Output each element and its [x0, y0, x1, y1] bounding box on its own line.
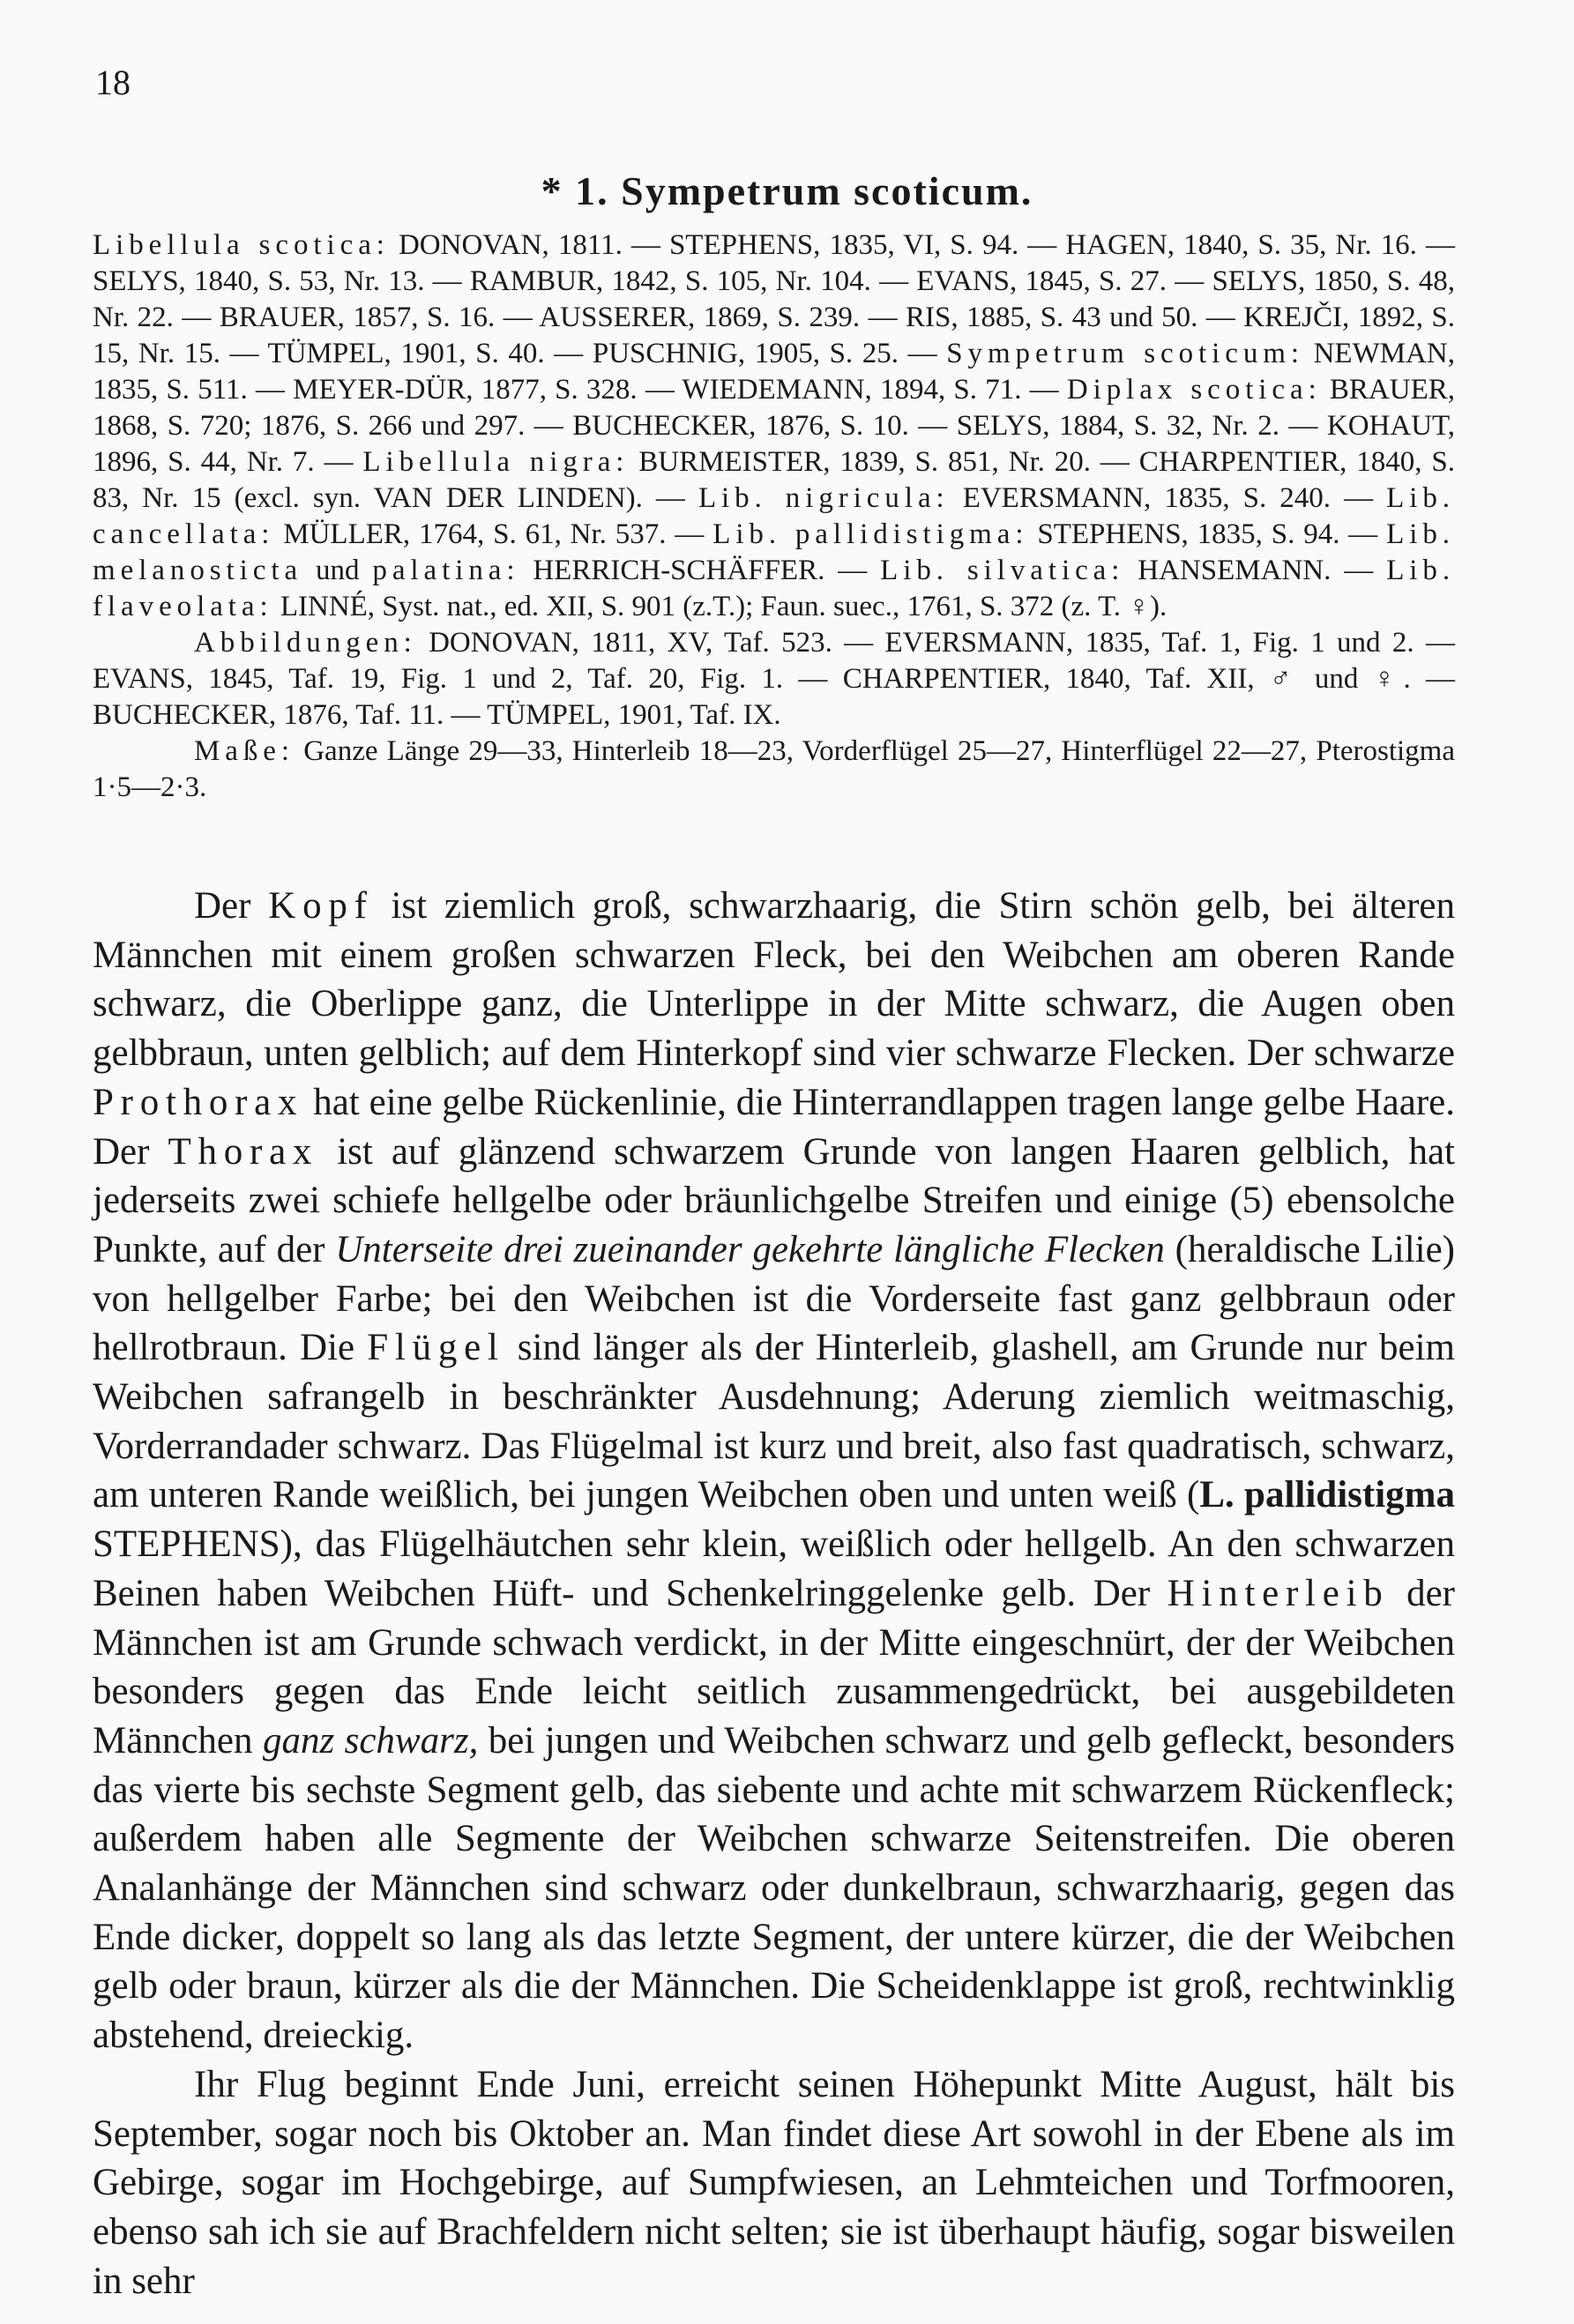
spaced-term: Prothorax: [93, 1081, 304, 1123]
spaced-term: Thorax: [168, 1130, 319, 1173]
spaced-term: Libellula scotica:: [93, 229, 390, 261]
text-run: der Männchen ist am Grunde schwach verdickt, in der Mitte eingeschnürt, der der Weibchen besonders gegen das Ende leicht seitlich zusammengedrückt, bei ausgebildeten Männchen: [93, 1572, 1455, 1762]
spaced-term: Kopf: [268, 885, 374, 927]
spaced-term: Maße:: [194, 735, 295, 767]
text-run: BRAUER, 1868, S. 720; 1876, S. 266 und 297. — BUCHECKER, 1876, S. 10. — SELYS, 1884, S. 32, Nr. 2. — KOHAUT, 1896, S. 44, Nr. 7. —: [93, 374, 1455, 478]
spaced-term: Lib. melanosticta: [93, 518, 1455, 586]
spaced-term: Abbildungen:: [194, 627, 417, 659]
text-run: EVERSMANN, 1835, S. 240. —: [949, 482, 1387, 514]
text-run: ist ziemlich groß, schwarzhaarig, die Stirn schön gelb, bei älteren Männchen mit einem großen schwarzen Fleck, bei den Weibchen am oberen Rande schwarz, die Oberlippe ganz, die Unterlippe in der Mitte schwarz, die Augen oben gelbbraun, unten gelblich; auf dem Hinterkopf sind vier schwarze Flecken. Der schwarze: [93, 885, 1455, 1075]
text-run: ist auf glänzend schwarzem Grunde von langen Haaren gelblich, hat jederseits zwei schiefe hellgelbe oder bräunlichgelbe Streifen und einige (5) ebensolche Punkte, auf der: [93, 1130, 1455, 1270]
text-run: NEWMAN, 1835, S. 511. — MEYER-DÜR, 1877, S. 328. — WIEDEMANN, 1894, S. 71. —: [93, 338, 1455, 406]
text-run: HERRICH-SCHÄFFER. —: [519, 555, 881, 586]
spaced-term: Lib. silvatica:: [880, 555, 1125, 586]
text-run: LINNÉ, Syst. nat., ed. XII, S. 901 (z.T.); Faun. suec., 1761, S. 372 (z. T. ♀).: [272, 591, 1167, 622]
measurements: [93, 734, 1455, 806]
page-number: 18: [95, 63, 131, 102]
text-run: MÜLLER, 1764, S. 61, Nr. 537. —: [274, 518, 713, 550]
text-run: hat eine gelbe Rückenlinie, die Hinterrandlappen tragen lange gelbe Haare. Der: [93, 1081, 1455, 1173]
text-run: Ganze Länge 29—33, Hinterleib 18—23, Vorderflügel 25—27, Hinterflügel 22—27, Pterostigma 1·5—2·3.: [93, 735, 1455, 803]
text-run: STEPHENS), das Flügelhäutchen sehr klein, weißlich oder hellgelb. An den schwarzen Beinen haben Weibchen Hüft- und Schenkelringgelenke gelb. Der: [93, 1523, 1455, 1614]
spaced-term: Lib. pallidistigma:: [712, 518, 1029, 550]
synonymy-block: [93, 227, 1455, 806]
description-paragraph: [93, 882, 1455, 2060]
habitat-paragraph: [93, 2060, 1455, 2306]
spaced-term: Hinterleib: [1167, 1572, 1390, 1614]
italic-phrase: Unterseite drei zueinander gekehrte längliche Flecken: [335, 1228, 1165, 1270]
text-run: (heraldische Lilie) von hellgelber Farbe; bei den Weibchen ist die Vorderseite fast ganz gelbbraun oder hellrotbraun. Die: [93, 1228, 1456, 1369]
text-run: HANSEMANN. —: [1124, 555, 1387, 586]
spaced-term: Lib. cancellata:: [93, 482, 1455, 550]
spaced-term: palatina:: [372, 555, 520, 586]
spaced-term: Lib. flaveolata:: [93, 555, 1456, 622]
text-run: Ihr Flug beginnt Ende Juni, erreicht seinen Höhepunkt Mitte August, hält bis September, sogar noch bis Oktober an. Man findet diese Art sowohl in der Ebene als im Gebirge, sogar im Hochgebirge, auf Sumpfwiesen, an Lehmteichen und Torfmooren, ebenso sah ich sie auf Brachfeldern nicht selten; sie ist überhaupt häufig, sogar bisweilen in sehr: [93, 2063, 1455, 2302]
spaced-term: Lib. nigricula:: [697, 482, 950, 514]
species-heading: * 1. Sympetrum scoticum.: [541, 168, 1033, 213]
text-run: bei jungen und Weibchen schwarz und gelb gefleckt, besonders das vierte bis sechste Segment gelb, das siebente und achte mit schwarzem Rückenfleck; außerdem haben alle Segmente der Weibchen schwarze Seitenstreifen. Die oberen Analanhänge der Männchen sind schwarz oder dunkelbraun, schwarzhaarig, gegen das Ende dicker, doppelt so lang als das letzte Segment, der untere kürzer, die der Weibchen gelb oder braun, kürzer als die der Männchen. Die Scheidenklappe ist groß, rechtwinklig abstehend, dreieckig.: [93, 1719, 1455, 2057]
synonym-list: [93, 227, 1455, 625]
text-run: Der: [194, 885, 269, 927]
spaced-term: Flügel: [367, 1327, 505, 1369]
italic-phrase: ganz schwarz,: [262, 1719, 479, 1762]
text-run: DONOVAN, 1811, XV, Taf. 523. — EVERSMANN, 1835, Taf. 1, Fig. 1 und 2. — EVANS, 1845, Taf. 19, Fig. 1 und 2, Taf. 20, Fig. 1. — CHARPENTIER, 1840, Taf. XII, ♂ und ♀. — BUCHECKER, 1876, Taf. 11. — TÜMPEL, 1901, Taf. IX.: [93, 627, 1455, 731]
illustrations-list: [93, 625, 1455, 734]
bold-term: L. pallidistigma: [1199, 1474, 1455, 1516]
spaced-term: Sympetrum scoticum:: [946, 338, 1304, 369]
text-run: und: [302, 555, 373, 586]
text-run: sind länger als der Hinterleib, glashell, am Grunde nur beim Weibchen safrangelb in beschränkter Ausdehnung; Aderung ziemlich weitmaschig, Vorderrandader schwarz. Das Flügelmal ist kurz und breit, also fast quadratisch, schwarz, am unteren Rande weißlich, bei jungen Weibchen oben und unten weiß (: [93, 1327, 1455, 1516]
spaced-term: Diplax scotica:: [1066, 374, 1322, 406]
description-text: [93, 882, 1455, 2305]
text-run: STEPHENS, 1835, S. 94. —: [1028, 518, 1387, 550]
text-run: DONOVAN, 1811. — STEPHENS, 1835, VI, S. 94. — HAGEN, 1840, S. 35, Nr. 16. — SELYS, 1840, S. 53, Nr. 13. — RAMBUR, 1842, S. 105, Nr. 104. — EVANS, 1845, S. 27. — SELYS, 1850, S. 48, Nr. 22. — BRAUER, 1857, S. 16. — AUSSERER, 1869, S. 239. — RIS, 1885, S. 43 und 50. — KREJČI, 1892, S. 15, Nr. 15. — TÜMPEL, 1901, S. 40. — PUSCHNIG, 1905, S. 25. —: [93, 229, 1455, 369]
text-run: BURMEISTER, 1839, S. 851, Nr. 20. — CHARPENTIER, 1840, S. 83, Nr. 15 (excl. syn. VAN DER LINDEN). —: [93, 446, 1456, 514]
spaced-term: Libellula nigra:: [362, 446, 630, 478]
